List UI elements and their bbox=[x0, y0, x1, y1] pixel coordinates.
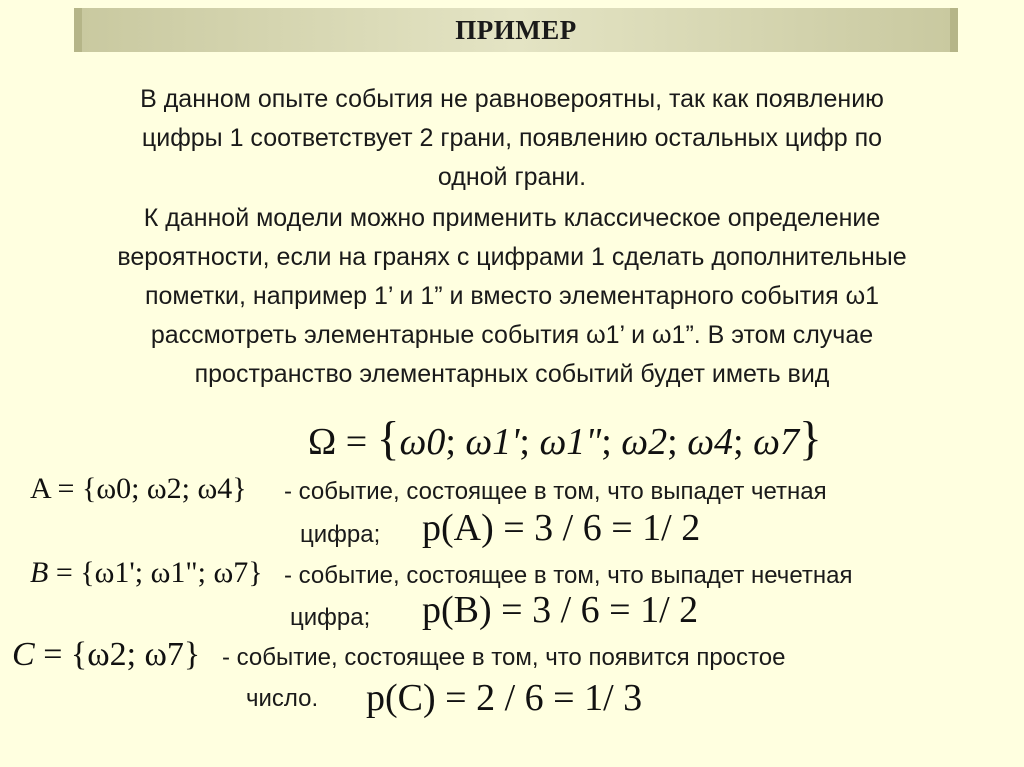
paragraph-2 bbox=[20, 199, 1004, 394]
paragraph-2-line-5: пространство элементарных событий будет иметь вид bbox=[194, 360, 830, 388]
event-c-set: C = {ω2; ω7} bbox=[12, 636, 201, 673]
event-c-elements: {ω2; ω7} bbox=[70, 636, 201, 673]
paragraph-2-line-3: пометки, например 1’ и 1” и вместо элементарного события ω1 bbox=[144, 282, 880, 310]
omega-element: ω7 bbox=[753, 421, 799, 463]
event-a-set: A = {ω0; ω2; ω4} bbox=[30, 472, 247, 505]
omega-symbol: Ω bbox=[308, 421, 337, 463]
omega-element: ω0 bbox=[399, 421, 446, 463]
event-b-set: B = {ω1'; ω1"; ω7} bbox=[30, 556, 263, 589]
omega-element: ω2 bbox=[621, 421, 668, 463]
event-c-description: - событие, состоящее в том, что появится простое bbox=[222, 644, 786, 671]
event-b-elements: {ω1'; ω1"; ω7} bbox=[80, 556, 263, 589]
event-b-name: B bbox=[30, 556, 49, 589]
paragraph-2-line-1: К данной модели можно применить классическое определение bbox=[143, 204, 881, 232]
paragraph-1-line-1: В данном опыте события не равновероятны, так как появлению bbox=[140, 85, 884, 113]
event-a-probability: p(A) = 3 / 6 = 1/ 2 bbox=[422, 507, 701, 549]
omega-element: ω1" bbox=[539, 421, 602, 463]
omega-formula: Ω = {ω0; ω1'; ω1"; ω2; ω4; ω7} bbox=[308, 413, 822, 465]
event-b-description: - событие, состоящее в том, что выпадет нечетная bbox=[284, 562, 853, 589]
title-bar bbox=[74, 8, 958, 52]
event-c-probability: p(C) = 2 / 6 = 1/ 3 bbox=[366, 677, 643, 719]
event-b-description-cont: цифра; bbox=[290, 604, 371, 631]
event-a-description-cont: цифра; bbox=[300, 521, 381, 548]
slide-title: ПРИМЕР bbox=[455, 14, 577, 45]
omega-element: ω1' bbox=[465, 421, 520, 463]
paragraph-1-line-3: одной грани. bbox=[437, 163, 587, 191]
paragraph-2-line-2: вероятности, если на гранях с цифрами 1 сделать дополнительные bbox=[117, 243, 907, 271]
event-c-name: C bbox=[12, 636, 35, 673]
paragraph-2-line-4: рассмотреть элементарные события ω1’ и ω1”. В этом случае bbox=[150, 321, 874, 349]
event-b-probability: p(B) = 3 / 6 = 1/ 2 bbox=[422, 589, 699, 631]
paragraph-1-line-2: цифры 1 соответствует 2 грани, появлению остальных цифр по bbox=[141, 124, 883, 152]
event-a-description: - событие, состоящее в том, что выпадет четная bbox=[284, 478, 827, 505]
event-a-elements: {ω0; ω2; ω4} bbox=[81, 472, 247, 505]
equals-sign: = bbox=[345, 421, 368, 463]
event-c-description-cont: число. bbox=[246, 685, 319, 712]
event-a-name: A bbox=[30, 472, 51, 505]
paragraph-1 bbox=[20, 80, 1004, 197]
omega-element: ω4 bbox=[687, 421, 734, 463]
